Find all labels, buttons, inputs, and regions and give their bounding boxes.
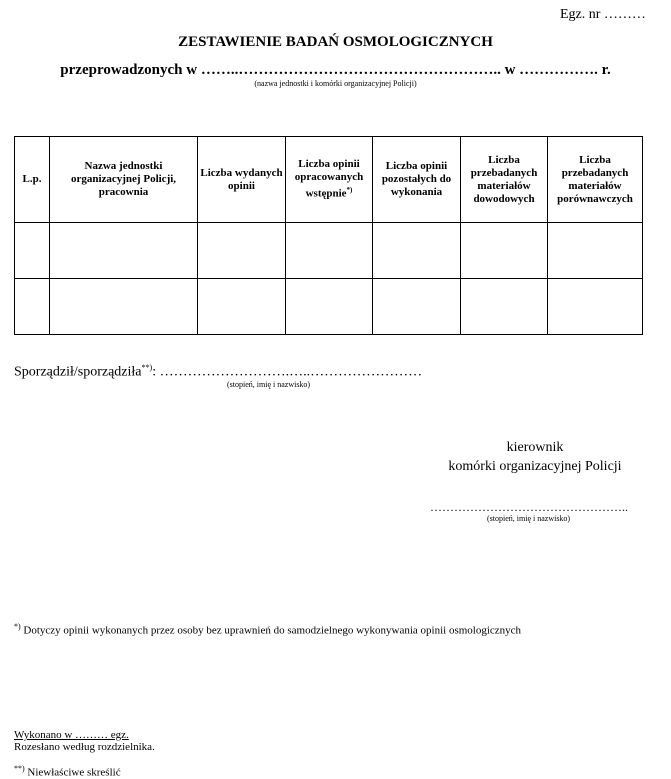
document-title: ZESTAWIENIE BADAŃ OSMOLOGICZNYCH: [178, 34, 493, 50]
summary-table: [14, 136, 643, 335]
prepared-by-label: Sporządził/sporządziła: [14, 364, 142, 380]
footnote: [14, 622, 521, 637]
table-cell[interactable]: [461, 279, 548, 335]
table-cell[interactable]: [286, 223, 373, 279]
strike-footnote-mark: **): [14, 764, 25, 773]
col-header-preliminary-text: Liczba opinii opracowanych wstępnie: [294, 158, 364, 200]
table-cell[interactable]: [198, 279, 286, 335]
table-cell[interactable]: [373, 279, 461, 335]
footnote-text: Dotyczy opinii wykonanych przez osoby bez uprawnień do samodzielnego wykonywania opinii osmologicznych: [20, 624, 522, 637]
col-header-lp: L.p.: [15, 137, 50, 223]
head-title-line1: kierownik: [506, 440, 564, 455]
footnote-mark: *): [14, 622, 21, 631]
head-of-unit-title: [440, 438, 630, 476]
table-cell[interactable]: [15, 279, 50, 335]
table-row: [15, 223, 643, 279]
prepared-by-line: [14, 363, 422, 381]
table-cell[interactable]: [373, 223, 461, 279]
table-row: [15, 279, 643, 335]
prepared-by-mark: **): [141, 363, 153, 372]
col-header-preliminary-opinions: [286, 137, 373, 223]
document-subtitle: przeprowadzonych w ……..…………………………………………….. w ……………. r.: [60, 62, 611, 78]
distribution-line: Rozesłano według rozdzielnika.: [14, 741, 155, 753]
prepared-by-field[interactable]: : ……………………….…..……………………: [152, 364, 423, 380]
head-title-line2: komórki organizacyjnej Policji: [448, 459, 622, 474]
col-header-issued-opinions: Liczba wydanych opinii: [198, 137, 286, 223]
table-cell[interactable]: [50, 279, 198, 335]
strike-footnote-text: Niewłaściwe skreślić: [24, 766, 121, 779]
table-cell[interactable]: [548, 279, 643, 335]
prepared-by-note: (stopień, imię i nazwisko): [227, 380, 311, 389]
head-signature-field[interactable]: …………………………………………..: [430, 500, 628, 514]
table-cell[interactable]: [548, 223, 643, 279]
col-header-evidence-materials: Liczba przebadanych materiałów dowodowych: [461, 137, 548, 223]
col-header-preliminary-mark: *): [346, 186, 353, 195]
copy-number: Egz. nr ………: [560, 7, 646, 22]
subtitle-note: (nazwa jednostki i komórki organizacyjnej Policji): [254, 79, 417, 88]
col-header-remaining-opinions: Liczba opinii pozostałych do wykonania: [373, 137, 461, 223]
table-cell[interactable]: [15, 223, 50, 279]
table-cell[interactable]: [286, 279, 373, 335]
head-signature-note: (stopień, imię i nazwisko): [487, 514, 571, 523]
col-header-comparison-materials: Liczba przebadanych materiałów porównawczych: [548, 137, 643, 223]
table-cell[interactable]: [461, 223, 548, 279]
table-cell[interactable]: [50, 223, 198, 279]
table-cell[interactable]: [198, 223, 286, 279]
col-header-unit-name: Nazwa jednostki organizacyjnej Policji, pracownia: [50, 137, 198, 223]
copies-made-line: [14, 729, 129, 741]
copies-made-text: Wykonano w ……… egz.: [14, 729, 129, 741]
strike-footnote: [14, 764, 121, 779]
table-header-row: [15, 137, 643, 223]
